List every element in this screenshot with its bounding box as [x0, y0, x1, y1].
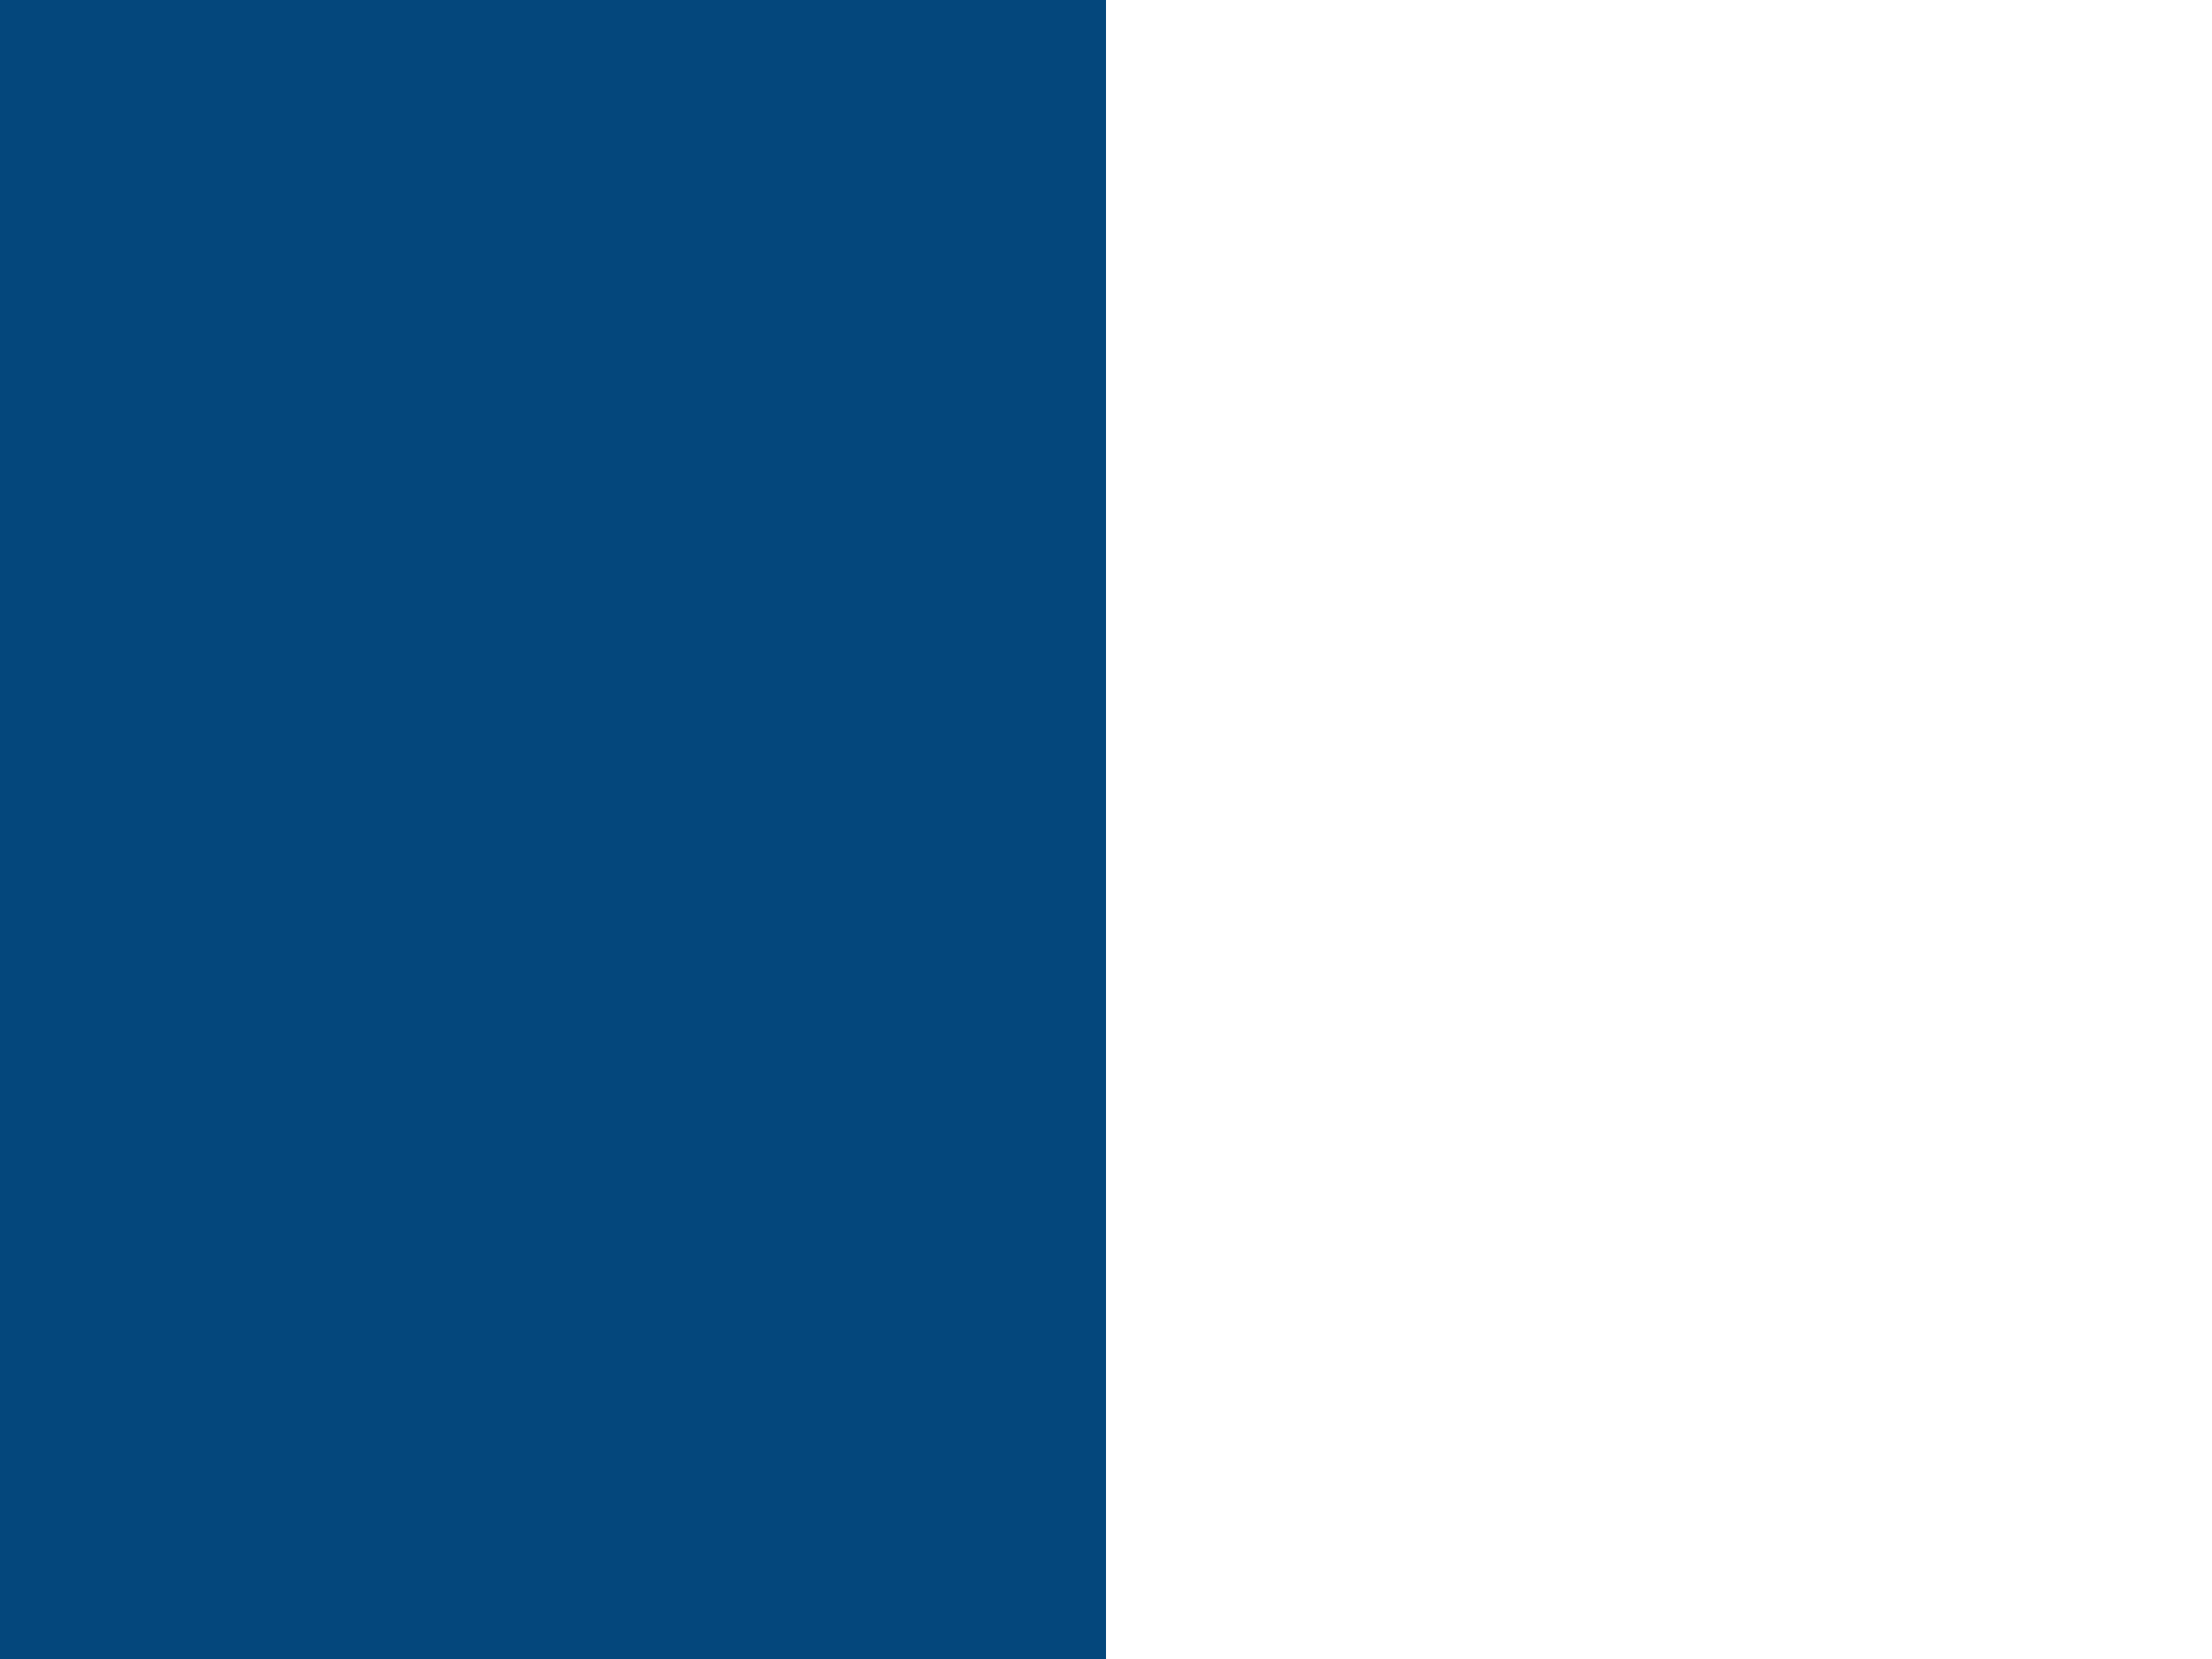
- right-page: [1106, 0, 2212, 1659]
